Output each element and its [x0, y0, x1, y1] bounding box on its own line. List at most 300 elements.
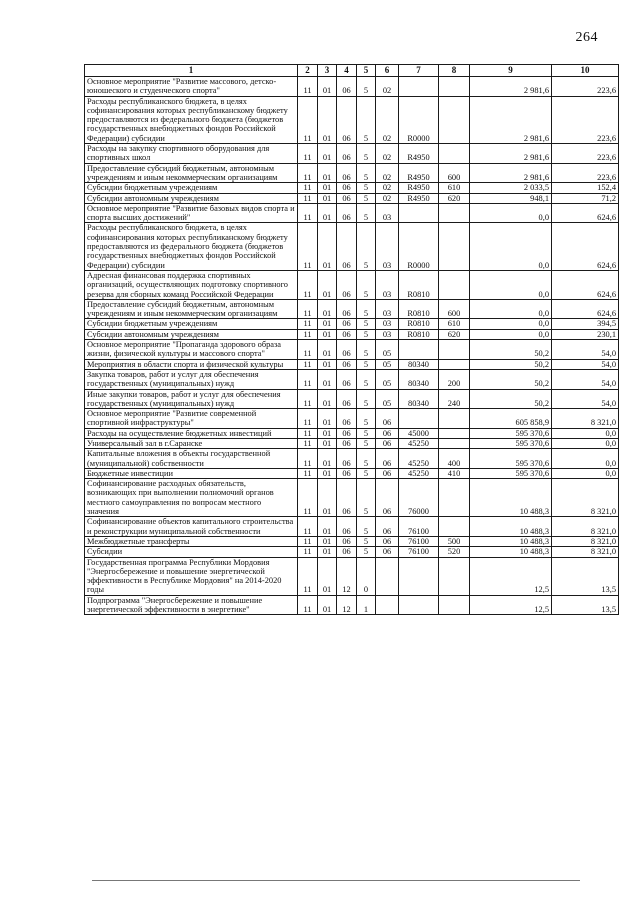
code-6-cell: 03 — [376, 299, 399, 319]
code-5-cell: 5 — [357, 193, 376, 203]
code-2-cell: 11 — [298, 203, 318, 223]
item-name-cell: Субсидии бюджетным учреждениям — [85, 183, 298, 193]
table-row — [85, 449, 619, 469]
amount-10-cell: 54,0 — [552, 369, 619, 389]
code-5-cell: 5 — [357, 144, 376, 164]
amount-10-cell: 624,6 — [552, 223, 619, 270]
amount-9-cell: 948,1 — [470, 193, 552, 203]
code-4-cell: 12 — [337, 557, 357, 595]
header-cell: 4 — [337, 65, 357, 77]
code-6-cell: 02 — [376, 163, 399, 183]
table-row — [85, 479, 619, 517]
code-6-cell: 06 — [376, 438, 399, 448]
item-name-cell: Субсидии автономным учреждениям — [85, 329, 298, 339]
code-3-cell: 01 — [318, 547, 337, 557]
target-article-cell — [399, 203, 439, 223]
amount-9-cell: 2 033,5 — [470, 183, 552, 193]
code-2-cell: 11 — [298, 77, 318, 97]
code-2-cell: 11 — [298, 223, 318, 270]
expense-type-cell: 610 — [439, 319, 470, 329]
code-4-cell: 06 — [337, 536, 357, 546]
code-3-cell: 01 — [318, 557, 337, 595]
code-4-cell: 06 — [337, 203, 357, 223]
code-2-cell: 11 — [298, 299, 318, 319]
target-article-cell: 45250 — [399, 438, 439, 448]
code-5-cell: 5 — [357, 359, 376, 369]
amount-10-cell: 0,0 — [552, 449, 619, 469]
amount-10-cell: 8 321,0 — [552, 536, 619, 546]
amount-9-cell: 0,0 — [470, 299, 552, 319]
code-3-cell: 01 — [318, 183, 337, 193]
header-cell: 3 — [318, 65, 337, 77]
code-6-cell: 06 — [376, 449, 399, 469]
target-article-cell: 76100 — [399, 536, 439, 546]
item-name-cell: Закупка товаров, работ и услуг для обеспечения государственных (муниципальных) нужд — [85, 369, 298, 389]
target-article-cell: R4950 — [399, 163, 439, 183]
code-3-cell: 01 — [318, 319, 337, 329]
code-3-cell: 01 — [318, 223, 337, 270]
expense-type-cell: 200 — [439, 369, 470, 389]
code-4-cell: 06 — [337, 479, 357, 517]
code-2-cell: 11 — [298, 557, 318, 595]
code-3-cell: 01 — [318, 479, 337, 517]
code-5-cell: 5 — [357, 547, 376, 557]
code-2-cell: 11 — [298, 329, 318, 339]
code-6-cell — [376, 595, 399, 615]
table-row — [85, 595, 619, 615]
header-cell: 6 — [376, 65, 399, 77]
code-2-cell: 11 — [298, 438, 318, 448]
target-article-cell: R4950 — [399, 183, 439, 193]
item-name-cell: Мероприятия в области спорта и физической культуры — [85, 359, 298, 369]
code-4-cell: 06 — [337, 428, 357, 438]
code-2-cell: 11 — [298, 369, 318, 389]
expense-type-cell — [439, 96, 470, 143]
amount-9-cell: 2 981,6 — [470, 144, 552, 164]
item-name-cell: Расходы республиканского бюджета, в целях софинансирования которых республиканскому бюджету предоставляются из федерального бюджета (бюджетов государственных внебюджетных фондов Российской Федерации) субсидии — [85, 96, 298, 143]
expense-type-cell: 620 — [439, 329, 470, 339]
code-2-cell: 11 — [298, 595, 318, 615]
amount-9-cell: 0,0 — [470, 203, 552, 223]
table-row — [85, 547, 619, 557]
code-4-cell: 06 — [337, 409, 357, 429]
target-article-cell: R4950 — [399, 144, 439, 164]
code-4-cell: 06 — [337, 223, 357, 270]
code-2-cell: 11 — [298, 270, 318, 299]
item-name-cell: Софинансирование расходных обязательств, возникающих при выполнении полномочий органов местного самоуправления по вопросам местного значения — [85, 479, 298, 517]
code-6-cell: 05 — [376, 389, 399, 409]
code-5-cell: 1 — [357, 595, 376, 615]
code-4-cell: 06 — [337, 299, 357, 319]
amount-10-cell: 0,0 — [552, 428, 619, 438]
target-article-cell: R0810 — [399, 319, 439, 329]
budget-table-container — [84, 64, 618, 615]
item-name-cell: Межбюджетные трансферты — [85, 536, 298, 546]
item-name-cell: Основное мероприятие "Развитие массового, детско-юношеского и студенческого спорта" — [85, 77, 298, 97]
code-6-cell: 05 — [376, 369, 399, 389]
code-2-cell: 11 — [298, 468, 318, 478]
header-cell: 2 — [298, 65, 318, 77]
code-3-cell: 01 — [318, 409, 337, 429]
code-3-cell: 01 — [318, 96, 337, 143]
table-row — [85, 77, 619, 97]
amount-10-cell: 71,2 — [552, 193, 619, 203]
code-5-cell: 5 — [357, 536, 376, 546]
amount-10-cell: 223,6 — [552, 96, 619, 143]
code-6-cell: 05 — [376, 359, 399, 369]
table-row — [85, 409, 619, 429]
table-row — [85, 270, 619, 299]
target-article-cell: R0810 — [399, 299, 439, 319]
code-6-cell: 06 — [376, 547, 399, 557]
item-name-cell: Предоставление субсидий бюджетным, автономным учреждениям и иным некоммерческим организациям — [85, 299, 298, 319]
code-6-cell: 05 — [376, 340, 399, 360]
code-3-cell: 01 — [318, 299, 337, 319]
code-5-cell: 5 — [357, 409, 376, 429]
amount-10-cell: 223,6 — [552, 163, 619, 183]
table-row — [85, 369, 619, 389]
item-name-cell: Основное мероприятие "Пропаганда здорового образа жизни, физической культуры и массового спорта" — [85, 340, 298, 360]
expense-type-cell — [439, 270, 470, 299]
item-name-cell: Расходы республиканского бюджета, в целях софинансирования которых республиканскому бюджету предоставляются из федерального бюджета (бюджетов государственных внебюджетных фондов Российской Федерации) субсидии — [85, 223, 298, 270]
table-row — [85, 340, 619, 360]
target-article-cell: 45250 — [399, 468, 439, 478]
amount-9-cell: 12,5 — [470, 557, 552, 595]
code-4-cell: 06 — [337, 96, 357, 143]
code-4-cell: 06 — [337, 193, 357, 203]
table-row — [85, 468, 619, 478]
code-4-cell: 12 — [337, 595, 357, 615]
code-4-cell: 06 — [337, 144, 357, 164]
table-row — [85, 438, 619, 448]
code-6-cell: 02 — [376, 144, 399, 164]
page-number: 264 — [575, 30, 598, 45]
code-5-cell: 5 — [357, 517, 376, 537]
code-6-cell: 06 — [376, 517, 399, 537]
amount-9-cell: 0,0 — [470, 223, 552, 270]
expense-type-cell — [439, 479, 470, 517]
expense-type-cell: 520 — [439, 547, 470, 557]
code-2-cell: 11 — [298, 340, 318, 360]
amount-9-cell: 10 488,3 — [470, 547, 552, 557]
amount-10-cell: 223,6 — [552, 77, 619, 97]
code-6-cell: 03 — [376, 203, 399, 223]
expense-type-cell — [439, 359, 470, 369]
code-5-cell: 5 — [357, 96, 376, 143]
code-3-cell: 01 — [318, 536, 337, 546]
amount-9-cell: 605 858,9 — [470, 409, 552, 429]
table-row — [85, 163, 619, 183]
code-3-cell: 01 — [318, 428, 337, 438]
code-2-cell: 11 — [298, 183, 318, 193]
expense-type-cell — [439, 340, 470, 360]
target-article-cell: R0810 — [399, 329, 439, 339]
target-article-cell — [399, 340, 439, 360]
target-article-cell — [399, 557, 439, 595]
code-3-cell: 01 — [318, 193, 337, 203]
target-article-cell: R0810 — [399, 270, 439, 299]
expense-type-cell: 400 — [439, 449, 470, 469]
amount-9-cell: 595 370,6 — [470, 449, 552, 469]
target-article-cell — [399, 77, 439, 97]
table-row — [85, 329, 619, 339]
target-article-cell: 80340 — [399, 389, 439, 409]
code-6-cell: 03 — [376, 329, 399, 339]
code-6-cell: 03 — [376, 319, 399, 329]
amount-9-cell: 50,2 — [470, 340, 552, 360]
expense-type-cell — [439, 223, 470, 270]
code-2-cell: 11 — [298, 409, 318, 429]
expense-type-cell — [439, 428, 470, 438]
amount-10-cell: 54,0 — [552, 359, 619, 369]
item-name-cell: Бюджетные инвестиции — [85, 468, 298, 478]
header-cell: 10 — [552, 65, 619, 77]
amount-9-cell: 2 981,6 — [470, 96, 552, 143]
code-6-cell: 02 — [376, 193, 399, 203]
target-article-cell: 76100 — [399, 517, 439, 537]
expense-type-cell — [439, 557, 470, 595]
amount-10-cell: 8 321,0 — [552, 409, 619, 429]
code-3-cell: 01 — [318, 77, 337, 97]
code-4-cell: 06 — [337, 369, 357, 389]
target-article-cell: R4950 — [399, 193, 439, 203]
amount-10-cell: 152,4 — [552, 183, 619, 193]
code-2-cell: 11 — [298, 536, 318, 546]
code-2-cell: 11 — [298, 547, 318, 557]
code-3-cell: 01 — [318, 449, 337, 469]
code-6-cell: 02 — [376, 77, 399, 97]
code-4-cell: 06 — [337, 163, 357, 183]
code-6-cell: 06 — [376, 479, 399, 517]
expense-type-cell: 620 — [439, 193, 470, 203]
target-article-cell: 45000 — [399, 428, 439, 438]
code-5-cell: 5 — [357, 479, 376, 517]
code-5-cell: 5 — [357, 329, 376, 339]
amount-9-cell: 595 370,6 — [470, 428, 552, 438]
amount-9-cell: 50,2 — [470, 389, 552, 409]
code-4-cell: 06 — [337, 340, 357, 360]
target-article-cell — [399, 595, 439, 615]
amount-9-cell: 50,2 — [470, 359, 552, 369]
expense-type-cell: 600 — [439, 163, 470, 183]
code-3-cell: 01 — [318, 144, 337, 164]
amount-10-cell: 0,0 — [552, 438, 619, 448]
code-3-cell: 01 — [318, 270, 337, 299]
item-name-cell: Подпрограмма "Энергосбережение и повышение энергетической эффективности в энергетике" — [85, 595, 298, 615]
code-6-cell: 06 — [376, 428, 399, 438]
table-body — [85, 77, 619, 615]
code-2-cell: 11 — [298, 163, 318, 183]
expense-type-cell — [439, 517, 470, 537]
amount-9-cell: 0,0 — [470, 270, 552, 299]
code-5-cell: 5 — [357, 223, 376, 270]
expense-type-cell — [439, 438, 470, 448]
item-name-cell: Государственная программа Республики Мордовия "Энергосбережение и повышение энергетической эффективности в Республике Мордовия" на 2014-2020 годы — [85, 557, 298, 595]
code-2-cell: 11 — [298, 144, 318, 164]
amount-10-cell: 624,6 — [552, 203, 619, 223]
amount-10-cell: 230,1 — [552, 329, 619, 339]
amount-10-cell: 8 321,0 — [552, 479, 619, 517]
code-3-cell: 01 — [318, 203, 337, 223]
expense-type-cell: 240 — [439, 389, 470, 409]
code-3-cell: 01 — [318, 468, 337, 478]
item-name-cell: Расходы на закупку спортивного оборудования для спортивных школ — [85, 144, 298, 164]
budget-table — [84, 64, 619, 615]
item-name-cell: Адресная финансовая поддержка спортивных организаций, осуществляющих подготовку спортивного резерва для сборных команд Российской Федерации — [85, 270, 298, 299]
expense-type-cell — [439, 203, 470, 223]
table-header-row — [85, 65, 619, 77]
item-name-cell: Субсидии — [85, 547, 298, 557]
code-5-cell: 5 — [357, 468, 376, 478]
code-6-cell: 02 — [376, 96, 399, 143]
code-4-cell: 06 — [337, 468, 357, 478]
code-3-cell: 01 — [318, 517, 337, 537]
code-3-cell: 01 — [318, 595, 337, 615]
code-6-cell — [376, 557, 399, 595]
code-6-cell: 06 — [376, 536, 399, 546]
code-4-cell: 06 — [337, 183, 357, 193]
code-5-cell: 5 — [357, 369, 376, 389]
amount-10-cell: 394,5 — [552, 319, 619, 329]
code-5-cell: 5 — [357, 438, 376, 448]
table-row — [85, 299, 619, 319]
amount-10-cell: 8 321,0 — [552, 547, 619, 557]
target-article-cell: 76100 — [399, 547, 439, 557]
code-4-cell: 06 — [337, 438, 357, 448]
code-2-cell: 11 — [298, 517, 318, 537]
code-4-cell: 06 — [337, 389, 357, 409]
code-5-cell: 5 — [357, 449, 376, 469]
code-3-cell: 01 — [318, 329, 337, 339]
code-5-cell: 5 — [357, 77, 376, 97]
target-article-cell: R0000 — [399, 96, 439, 143]
table-row — [85, 428, 619, 438]
header-cell: 8 — [439, 65, 470, 77]
expense-type-cell: 610 — [439, 183, 470, 193]
amount-10-cell: 54,0 — [552, 389, 619, 409]
target-article-cell: 45250 — [399, 449, 439, 469]
code-4-cell: 06 — [337, 319, 357, 329]
table-row — [85, 319, 619, 329]
target-article-cell: R0000 — [399, 223, 439, 270]
item-name-cell: Капитальные вложения в объекты государственной (муниципальной) собственности — [85, 449, 298, 469]
expense-type-cell: 600 — [439, 299, 470, 319]
code-4-cell: 06 — [337, 359, 357, 369]
target-article-cell: 80340 — [399, 359, 439, 369]
header-cell: 5 — [357, 65, 376, 77]
item-name-cell: Субсидии бюджетным учреждениям — [85, 319, 298, 329]
table-row — [85, 359, 619, 369]
code-2-cell: 11 — [298, 193, 318, 203]
amount-9-cell: 0,0 — [470, 329, 552, 339]
expense-type-cell — [439, 144, 470, 164]
table-row — [85, 96, 619, 143]
amount-10-cell: 54,0 — [552, 340, 619, 360]
amount-10-cell: 0,0 — [552, 468, 619, 478]
amount-10-cell: 624,6 — [552, 299, 619, 319]
code-6-cell: 03 — [376, 270, 399, 299]
code-4-cell: 06 — [337, 329, 357, 339]
table-row — [85, 517, 619, 537]
item-name-cell: Расходы на осуществление бюджетных инвестиций — [85, 428, 298, 438]
code-2-cell: 11 — [298, 359, 318, 369]
code-5-cell: 5 — [357, 299, 376, 319]
code-5-cell: 5 — [357, 270, 376, 299]
code-5-cell: 5 — [357, 163, 376, 183]
code-4-cell: 06 — [337, 77, 357, 97]
code-6-cell: 06 — [376, 409, 399, 429]
code-3-cell: 01 — [318, 389, 337, 409]
amount-9-cell: 595 370,6 — [470, 468, 552, 478]
code-4-cell: 06 — [337, 449, 357, 469]
amount-9-cell: 12,5 — [470, 595, 552, 615]
expense-type-cell — [439, 595, 470, 615]
amount-10-cell: 624,6 — [552, 270, 619, 299]
code-4-cell: 06 — [337, 517, 357, 537]
item-name-cell: Иные закупки товаров, работ и услуг для обеспечения государственных (муниципальных) нужд — [85, 389, 298, 409]
target-article-cell: 76000 — [399, 479, 439, 517]
amount-9-cell: 10 488,3 — [470, 536, 552, 546]
item-name-cell: Универсальный зал в г.Саранске — [85, 438, 298, 448]
table-row — [85, 144, 619, 164]
code-6-cell: 06 — [376, 468, 399, 478]
code-5-cell: 5 — [357, 203, 376, 223]
expense-type-cell: 410 — [439, 468, 470, 478]
item-name-cell: Софинансирование объектов капитального строительства и реконструкции муниципальной собственности — [85, 517, 298, 537]
code-3-cell: 01 — [318, 163, 337, 183]
amount-9-cell: 2 981,6 — [470, 77, 552, 97]
amount-9-cell: 10 488,3 — [470, 479, 552, 517]
expense-type-cell — [439, 409, 470, 429]
item-name-cell: Основное мероприятие "Развитие базовых видов спорта и спорта высших достижений" — [85, 203, 298, 223]
table-row — [85, 223, 619, 270]
header-cell: 7 — [399, 65, 439, 77]
amount-9-cell: 2 981,6 — [470, 163, 552, 183]
table-row — [85, 389, 619, 409]
bottom-rule — [92, 880, 580, 881]
target-article-cell — [399, 409, 439, 429]
header-cell: 9 — [470, 65, 552, 77]
code-5-cell: 5 — [357, 183, 376, 193]
code-2-cell: 11 — [298, 389, 318, 409]
amount-9-cell: 50,2 — [470, 369, 552, 389]
code-4-cell: 06 — [337, 270, 357, 299]
code-5-cell: 5 — [357, 389, 376, 409]
code-2-cell: 11 — [298, 96, 318, 143]
amount-10-cell: 13,5 — [552, 557, 619, 595]
target-article-cell: 80340 — [399, 369, 439, 389]
code-5-cell: 0 — [357, 557, 376, 595]
amount-9-cell: 0,0 — [470, 319, 552, 329]
amount-9-cell: 10 488,3 — [470, 517, 552, 537]
code-2-cell: 11 — [298, 479, 318, 517]
code-3-cell: 01 — [318, 369, 337, 389]
header-cell: 1 — [85, 65, 298, 77]
table-row — [85, 183, 619, 193]
code-5-cell: 5 — [357, 428, 376, 438]
code-3-cell: 01 — [318, 359, 337, 369]
table-row — [85, 536, 619, 546]
table-row — [85, 193, 619, 203]
code-3-cell: 01 — [318, 340, 337, 360]
item-name-cell: Предоставление субсидий бюджетным, автономным учреждениям и иным некоммерческим организациям — [85, 163, 298, 183]
expense-type-cell: 500 — [439, 536, 470, 546]
item-name-cell: Субсидии автономным учреждениям — [85, 193, 298, 203]
code-2-cell: 11 — [298, 319, 318, 329]
table-row — [85, 557, 619, 595]
code-5-cell: 5 — [357, 319, 376, 329]
code-6-cell: 02 — [376, 183, 399, 193]
